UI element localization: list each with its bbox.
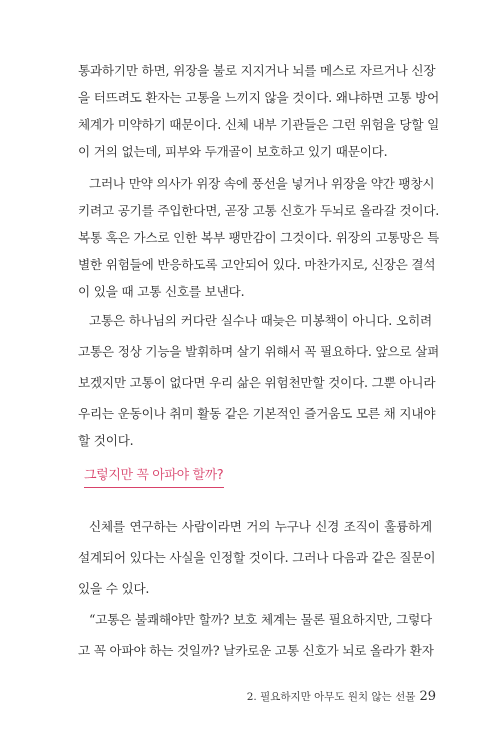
body-line: 신체를 연구하는 사람이라면 거의 누구나 신경 조직이 훌륭하게 <box>89 519 432 534</box>
body-line: 고통은 정상 기능을 발휘하며 살기 위해서 꼭 필요하다. 앞으로 살펴 <box>78 344 440 359</box>
body-line: 별한 위험들에 반응하도록 고안되어 있다. 마찬가지로, 신장은 결석 <box>78 257 436 272</box>
body-line: 보겠지만 고통이 없다면 우리 삶은 위험천만할 것이다. 그뿐 아니라 <box>78 375 436 390</box>
body-line: 설계되어 있다는 사실을 인정할 것이다. 그러나 다음과 같은 질문이 <box>78 550 436 565</box>
body-line: 할 것이다. <box>78 433 134 448</box>
body-line: 키려고 공기를 주입한다면, 곧장 고통 신호가 두뇌로 올라갈 것이다. <box>78 203 440 218</box>
body-line: 고 꼭 아파야 하는 것일까? 날카로운 고통 신호가 뇌로 올라가 환자 <box>78 643 434 658</box>
body-line: 우리는 운동이나 취미 활동 같은 기본적인 즐거움도 모른 채 지내야 <box>78 406 436 421</box>
body-line: 이 거의 없는데, 피부와 두개골이 보호하고 있기 때문이다. <box>78 144 388 159</box>
body-line: 고통은 하나님의 커다란 실수나 때늦은 미봉책이 아니다. 오히려 <box>89 313 432 328</box>
body-line: “고통은 불쾌해야만 할까? 보호 체계는 물론 필요하지만, 그렇다 <box>89 612 432 627</box>
heading-underline <box>84 487 224 488</box>
body-line: 이 있을 때 고통 신호를 보낸다. <box>78 284 245 299</box>
body-line: 통과하기만 하면, 위장을 불로 지지거나 뇌를 메스로 자르거나 신장 <box>78 63 436 78</box>
section-heading: 그렇지만 꼭 아파야 할까? <box>84 468 224 483</box>
body-line: 체계가 미약하기 때문이다. 신체 내부 기관들은 그런 위험을 당할 일 <box>78 117 440 132</box>
body-line: 있을 수 있다. <box>78 581 150 596</box>
body-line: 그러나 만약 의사가 위장 속에 풍선을 넣거나 위장을 약간 팽창시 <box>89 176 435 191</box>
page-footer <box>247 689 436 705</box>
page-number: 29 <box>419 689 436 704</box>
body-line: 복통 혹은 가스로 인한 복부 팽만감이 그것이다. 위장의 고통망은 특 <box>78 230 440 245</box>
running-footer-chapter: 2. 필요하지만 아무도 원치 않는 선물 <box>246 691 416 703</box>
body-line: 을 터뜨려도 환자는 고통을 느끼지 않을 것이다. 왜냐하면 고통 방어 <box>78 90 440 105</box>
